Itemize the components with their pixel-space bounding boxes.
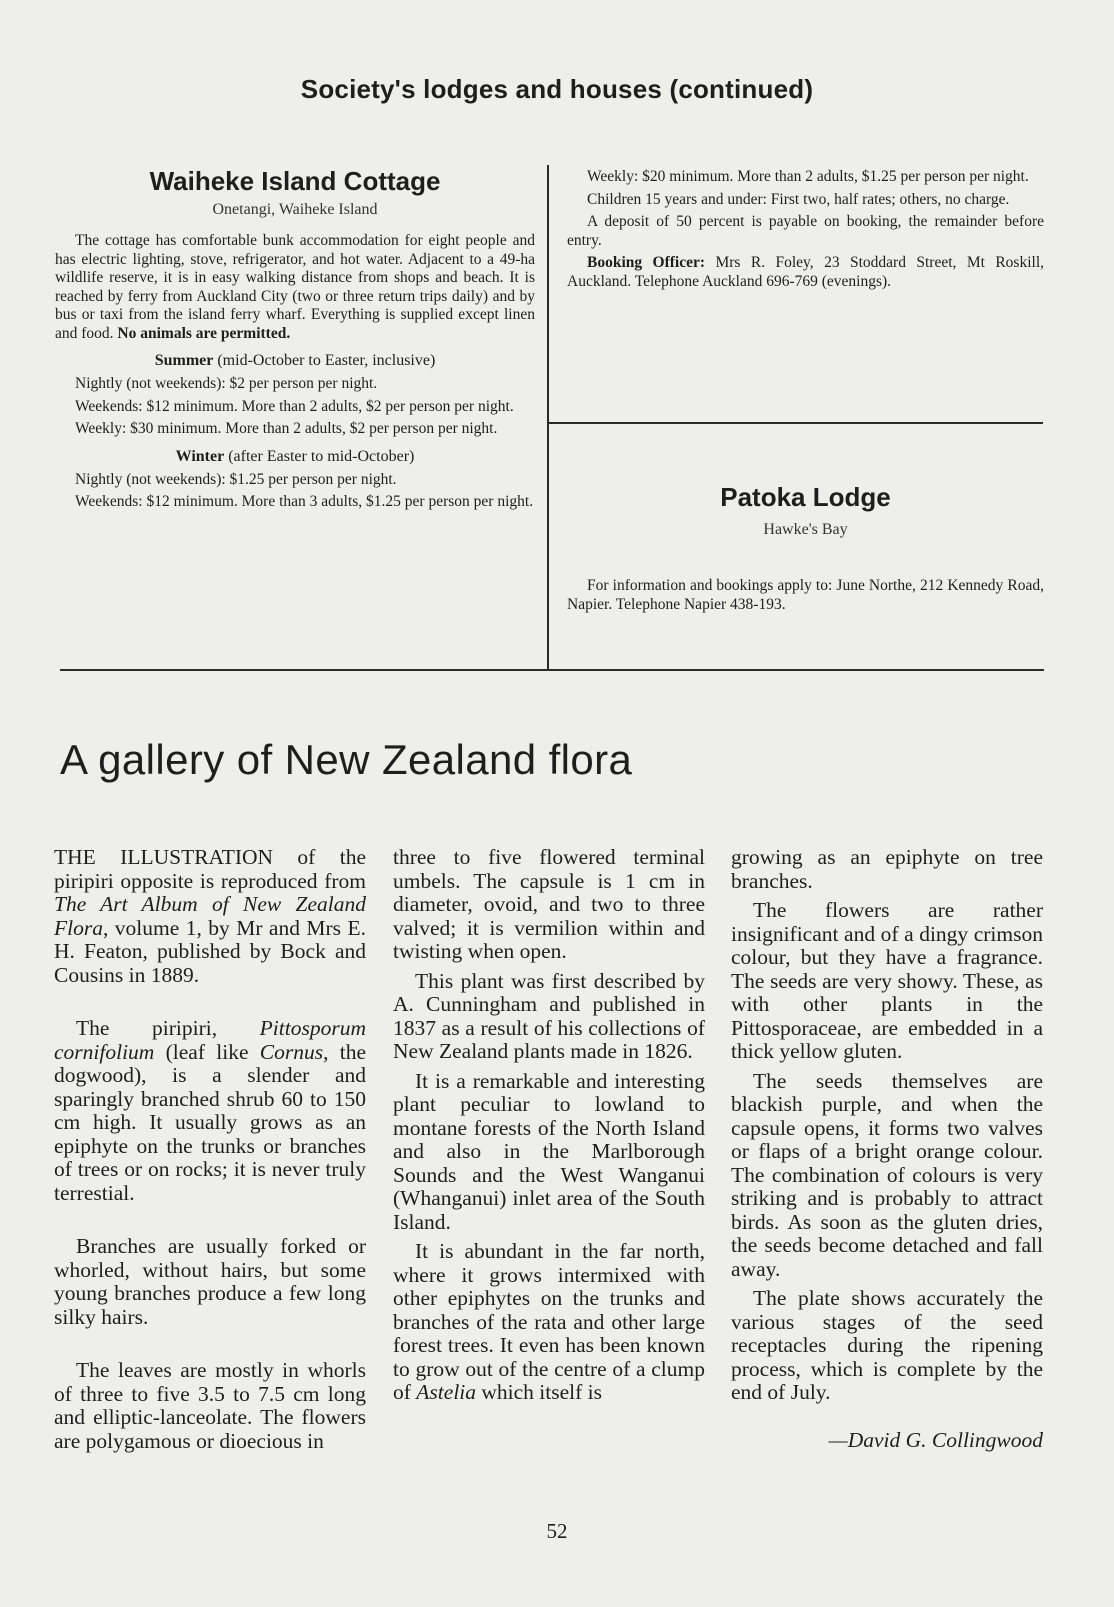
article-paragraph xyxy=(54,1017,366,1205)
article-paragraph: The seeds themselves are blackish purple, and when the capsule opens, it forms two valves or flaps of a bright orange colour. The combination of colours is very striking and is probably to attract birds. As soon as the gluten dries, the seeds become detached and fall away. xyxy=(731,1068,1043,1281)
genus-name: Astelia xyxy=(416,1380,477,1404)
summer-period: (mid-October to Easter, inclusive) xyxy=(217,352,436,369)
genus-name: Cornus xyxy=(259,1039,324,1064)
author-signature: —David G. Collingwood xyxy=(828,1427,1043,1452)
article-paragraph: The plate shows accurately the various stages of the seed receptacles during the ripening process, which is complete by the end of July. xyxy=(731,1286,1043,1404)
winter-label: Winter xyxy=(175,447,225,465)
text-span: THE ILLUSTRATION of the piripiri opposite is reproduced from xyxy=(54,845,366,893)
article-paragraph: It is a remarkable and interesting plant peculiar to lowland to montane forests of the North Island and also in the Marlborough Sounds and the West Wanganui (Whanganui) inlet area of the South Island. xyxy=(393,1068,705,1234)
summer-label: Summer xyxy=(154,352,214,369)
booking-officer-text: Mrs R. Foley, 23 Stoddard Street, Mt Roskill, Auckland. Telephone Auckland 696-769 (evenings). xyxy=(567,254,1044,290)
patoka-info: For information and bookings apply to: June Northe, 212 Kennedy Road, Napier. Telephone Napier 438-193. xyxy=(567,577,1044,613)
patoka-title: Patoka Lodge xyxy=(720,482,891,512)
column-divider xyxy=(547,165,549,671)
article-paragraph: The flowers are rather insignificant and of a dingy crimson colour, but they have a fragrance. The seeds are very showy. These, as with other plants in the Pittosporaceae, are embedded in a thick yellow gluten. xyxy=(731,898,1043,1063)
article-column-2 xyxy=(393,846,705,1405)
deposit-info: A deposit of 50 percent is payable on booking, the remainder before entry. xyxy=(567,213,1044,249)
summer-nightly: Nightly (not weekends): $2 per person per night. xyxy=(75,375,378,392)
waiheke-title: Waiheke Island Cottage xyxy=(149,166,441,196)
text-span: , volume 1, by Mr and Mrs E. H. Featon, published by Bock and Cousins in 1889. xyxy=(54,915,366,987)
article-paragraph: The leaves are mostly in whorls of three to five 3.5 to 7.5 cm long and elliptic-lanceolate. The flowers are polygamous or dioecious in xyxy=(54,1358,366,1453)
text-span: It is abundant in the far north, where it grows intermixed with other epiphytes on the trunks and branches of the rata and other large forest trees. It even has been known to grow out of the centre of a clump of xyxy=(393,1239,705,1404)
species-name: Pittosporum cornifolium xyxy=(54,1016,366,1064)
article-paragraph: Branches are usually forked or whorled, without hairs, but some young branches produce a few long silky hairs. xyxy=(54,1234,366,1329)
winter-weekly: Weekly: $20 minimum. More than 2 adults, $1.25 per person per night. xyxy=(587,168,1029,185)
article-paragraph: growing as an epiphyte on tree branches. xyxy=(731,845,1043,893)
winter-heading xyxy=(55,448,535,466)
waiheke-section xyxy=(55,166,535,512)
text-span: , the dogwood), is a slender and sparingly branched shrub 60 to 150 cm high. It usually grows as an epiphyte on the trunks or branches of trees or on rocks; it is never truly terrestial. xyxy=(54,1039,366,1205)
book-title: The Art Album of New Zealand Flora xyxy=(54,892,366,940)
summer-weekends: Weekends: $12 minimum. More than 2 adults, $2 per person per night. xyxy=(75,397,514,415)
text-span: The piripiri, xyxy=(76,1016,260,1040)
winter-period: (after Easter to mid-October) xyxy=(228,447,415,465)
gallery-title: A gallery of New Zealand flora xyxy=(60,736,633,783)
text-span: (leaf like xyxy=(154,1039,260,1064)
winter-weekends: Weekends: $12 minimum. More than 3 adults, $1.25 per person per night. xyxy=(75,493,534,510)
page-number: 52 xyxy=(546,1519,568,1543)
booking-officer-label: Booking Officer: xyxy=(587,254,706,271)
children-rates: Children 15 years and under: First two, half rates; others, no charge. xyxy=(587,190,1010,208)
article-paragraph xyxy=(54,846,366,987)
summer-weekly: Weekly: $30 minimum. More than 2 adults, $2 per person per night. xyxy=(75,420,498,437)
box-bottom-rule xyxy=(60,669,1044,671)
article-paragraph: three to five flowered terminal umbels. The capsule is 1 cm in diameter, ovoid, and two to three valved; it is vermilion within and twisting when open. xyxy=(393,845,705,963)
no-animals-notice: No animals are permitted. xyxy=(117,324,291,342)
waiheke-continued xyxy=(567,168,1044,291)
waiheke-description xyxy=(55,232,535,343)
booking-officer xyxy=(567,254,1044,291)
box-divider xyxy=(547,422,1043,424)
text-span: which itself is xyxy=(476,1380,603,1404)
waiheke-description-text: The cottage has comfortable bunk accommodation for eight people and has electric lighting, stove, refrigerator, and hot water. Adjacent to a 49-ha wildlife reserve, it is in easy walking distance from shops and beach. It is reached by ferry from Auckland City (two or three return trips daily) and by bus or taxi from the island ferry wharf. Everything is supplied except linen and food. xyxy=(55,232,535,342)
article-paragraph xyxy=(393,1240,705,1405)
section-header: Society's lodges and houses (continued) xyxy=(300,74,814,104)
patoka-section xyxy=(567,482,1044,614)
article-paragraph: This plant was first described by A. Cunningham and published in 1837 as a result of his collections of New Zealand plants made in 1826. xyxy=(393,968,705,1063)
winter-nightly: Nightly (not weekends): $1.25 per person per night. xyxy=(75,470,397,488)
article-column-3 xyxy=(731,846,1043,1452)
patoka-location: Hawke's Bay xyxy=(763,521,848,538)
summer-heading xyxy=(55,352,535,370)
article-column-1 xyxy=(54,846,366,1453)
waiheke-location: Onetangi, Waiheke Island xyxy=(212,201,378,218)
